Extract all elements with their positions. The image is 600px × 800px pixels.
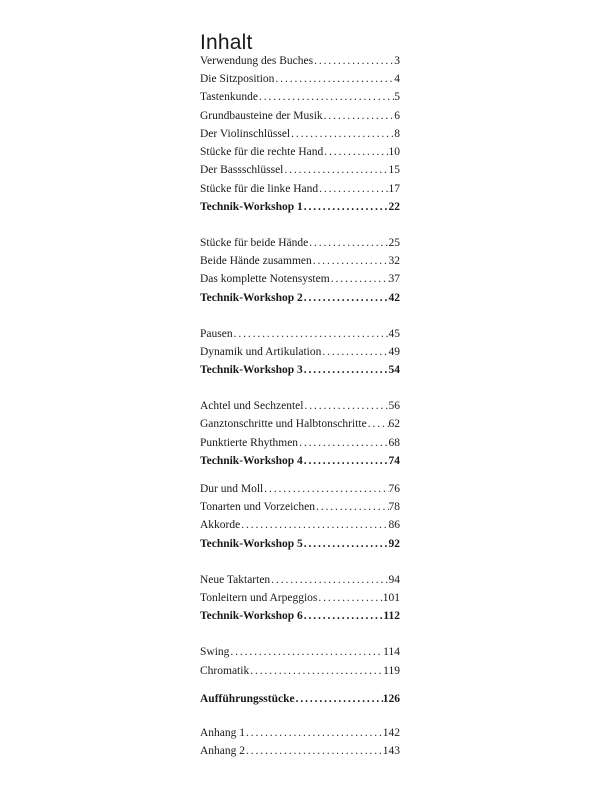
toc-entry-page: 5: [394, 91, 400, 103]
toc-entry-label: Akkorde: [200, 519, 241, 531]
dot-leader: [321, 343, 388, 361]
toc-entry-page: 4: [394, 73, 400, 85]
toc-entry-label: Neue Taktarten: [200, 574, 271, 586]
toc-entry-label: Stücke für die linke Hand: [200, 183, 319, 195]
toc-entry: [200, 361, 400, 379]
toc-entry-label: Das komplette Notensystem: [200, 273, 330, 285]
toc-entry-page: 37: [388, 273, 400, 285]
dot-leader: [283, 161, 388, 179]
toc-entry-page: 8: [394, 128, 400, 140]
dot-leader: [323, 107, 395, 125]
toc-entry: [200, 88, 400, 106]
toc-entry-page: 10: [388, 146, 400, 158]
toc-entry: [200, 143, 400, 161]
toc-entry-page: 54: [388, 364, 400, 376]
toc-entry: [200, 724, 400, 742]
dot-leader: [298, 434, 388, 452]
toc-entry-page: 143: [382, 745, 400, 757]
toc-entry-label: Tonleitern und Arpeggios: [200, 592, 318, 604]
toc-entry: [200, 70, 400, 88]
toc-entry-page: 112: [383, 610, 400, 622]
dot-leader: [308, 234, 388, 252]
dot-leader: [270, 571, 388, 589]
toc-entry-page: 68: [388, 437, 400, 449]
toc-entry: [200, 607, 400, 625]
toc-entry-page: 45: [388, 328, 400, 340]
dot-leader: [312, 252, 389, 270]
toc-entry: [200, 535, 400, 553]
toc-entry-label: Aufführungsstücke: [200, 693, 295, 705]
dot-leader: [245, 742, 383, 760]
toc-entry-label: Chromatik: [200, 665, 250, 677]
toc-entry-page: 56: [388, 400, 400, 412]
toc-entry-page: 74: [388, 455, 400, 467]
toc-entry-label: Swing: [200, 646, 230, 658]
toc-entry-label: Tastenkunde: [200, 91, 258, 103]
toc-entry: [200, 289, 400, 307]
toc-entry-page: 17: [388, 183, 400, 195]
toc-entry-page: 114: [383, 646, 400, 658]
toc-entry-label: Technik-Workshop 6: [200, 610, 303, 622]
toc-entry-page: 101: [382, 592, 400, 604]
dot-leader: [313, 52, 394, 70]
toc-entry-page: 92: [388, 538, 400, 550]
dot-leader: [318, 180, 388, 198]
toc-entry-label: Technik-Workshop 5: [200, 538, 303, 550]
toc-entry-page: 15: [388, 164, 400, 176]
toc-entry-label: Der Bassschlüssel: [200, 164, 284, 176]
toc-entry: [200, 662, 400, 680]
toc-entry-label: Achtel und Sechzentel: [200, 400, 304, 412]
dot-leader: [295, 690, 383, 708]
toc-entry-label: Anhang 1: [200, 727, 246, 739]
dot-leader: [290, 125, 394, 143]
toc-entry: [200, 571, 400, 589]
toc-entry-page: 62: [388, 418, 400, 430]
toc-entry-label: Stücke für die rechte Hand: [200, 146, 324, 158]
dot-leader: [263, 480, 388, 498]
dot-leader: [315, 498, 388, 516]
toc-entry: [200, 498, 400, 516]
toc-entry-label: Der Violinschlüssel: [200, 128, 291, 140]
toc-entry-page: 49: [388, 346, 400, 358]
toc-entry-label: Technik-Workshop 4: [200, 455, 303, 467]
toc-entry-label: Stücke für beide Hände: [200, 237, 309, 249]
toc-entry-label: Technik-Workshop 3: [200, 364, 303, 376]
dot-leader: [258, 88, 394, 106]
toc-entry-page: 119: [383, 665, 400, 677]
dot-leader: [303, 198, 389, 216]
toc-entry-page: 32: [388, 255, 400, 267]
dot-leader: [303, 397, 388, 415]
page-title: Inhalt: [200, 31, 253, 54]
toc-entry: [200, 325, 400, 343]
toc-entry: [200, 415, 400, 433]
toc-entry: [200, 161, 400, 179]
toc-entry-label: Anhang 2: [200, 745, 246, 757]
toc-entry-page: 78: [388, 501, 400, 513]
toc-entry-page: 142: [382, 727, 400, 739]
toc-entry-page: 6: [394, 110, 400, 122]
toc-entry-label: Technik-Workshop 2: [200, 292, 303, 304]
toc-entry-page: 126: [382, 693, 400, 705]
toc-entry-label: Technik-Workshop 1: [200, 201, 303, 213]
toc-entry: [200, 690, 400, 708]
dot-leader: [330, 270, 389, 288]
dot-leader: [249, 662, 383, 680]
toc-entry-label: Grundbausteine der Musik: [200, 110, 323, 122]
toc-entry-page: 76: [388, 483, 400, 495]
dot-leader: [303, 535, 389, 553]
toc-entry-label: Punktierte Rhythmen: [200, 437, 299, 449]
toc-entry-label: Ganztonschritte und Halbtonschritte: [200, 418, 367, 430]
toc-entry-page: 42: [388, 292, 400, 304]
toc-entry: [200, 516, 400, 534]
dot-leader: [229, 643, 383, 661]
toc-entry-page: 3: [394, 55, 400, 67]
toc-entry: [200, 742, 400, 760]
toc-entry: [200, 343, 400, 361]
toc-entry: [200, 270, 400, 288]
toc-entry: [200, 198, 400, 216]
dot-leader: [303, 452, 389, 470]
toc-entry: [200, 434, 400, 452]
toc-entry-label: Die Sitzposition: [200, 73, 275, 85]
dot-leader: [245, 724, 383, 742]
toc-entry-page: 25: [388, 237, 400, 249]
toc-entry-label: Beide Hände zusammen: [200, 255, 312, 267]
toc-entry-page: 86: [388, 519, 400, 531]
toc-entry: [200, 589, 400, 607]
toc-entry-label: Dur und Moll: [200, 483, 264, 495]
toc-entry: [200, 480, 400, 498]
toc-entry: [200, 397, 400, 415]
dot-leader: [303, 289, 389, 307]
toc-entry: [200, 252, 400, 270]
dot-leader: [233, 325, 389, 343]
toc-entry-page: 22: [388, 201, 400, 213]
toc-entry-label: Tonarten und Vorzeichen: [200, 501, 316, 513]
dot-leader: [240, 516, 388, 534]
toc-entry-label: Verwendung des Buches: [200, 55, 314, 67]
toc-entry-label: Pausen: [200, 328, 233, 340]
toc-entry: [200, 643, 400, 661]
dot-leader: [323, 143, 388, 161]
toc-entry: [200, 452, 400, 470]
toc-entry: [200, 125, 400, 143]
dot-leader: [274, 70, 394, 88]
toc-entry: [200, 180, 400, 198]
dot-leader: [317, 589, 382, 607]
toc-entry-label: Dynamik und Artikulation: [200, 346, 322, 358]
toc-entry-page: 94: [388, 574, 400, 586]
dot-leader: [303, 607, 384, 625]
dot-leader: [367, 415, 389, 433]
toc-entry: [200, 52, 400, 70]
toc-entry: [200, 107, 400, 125]
dot-leader: [303, 361, 389, 379]
toc-entry: [200, 234, 400, 252]
